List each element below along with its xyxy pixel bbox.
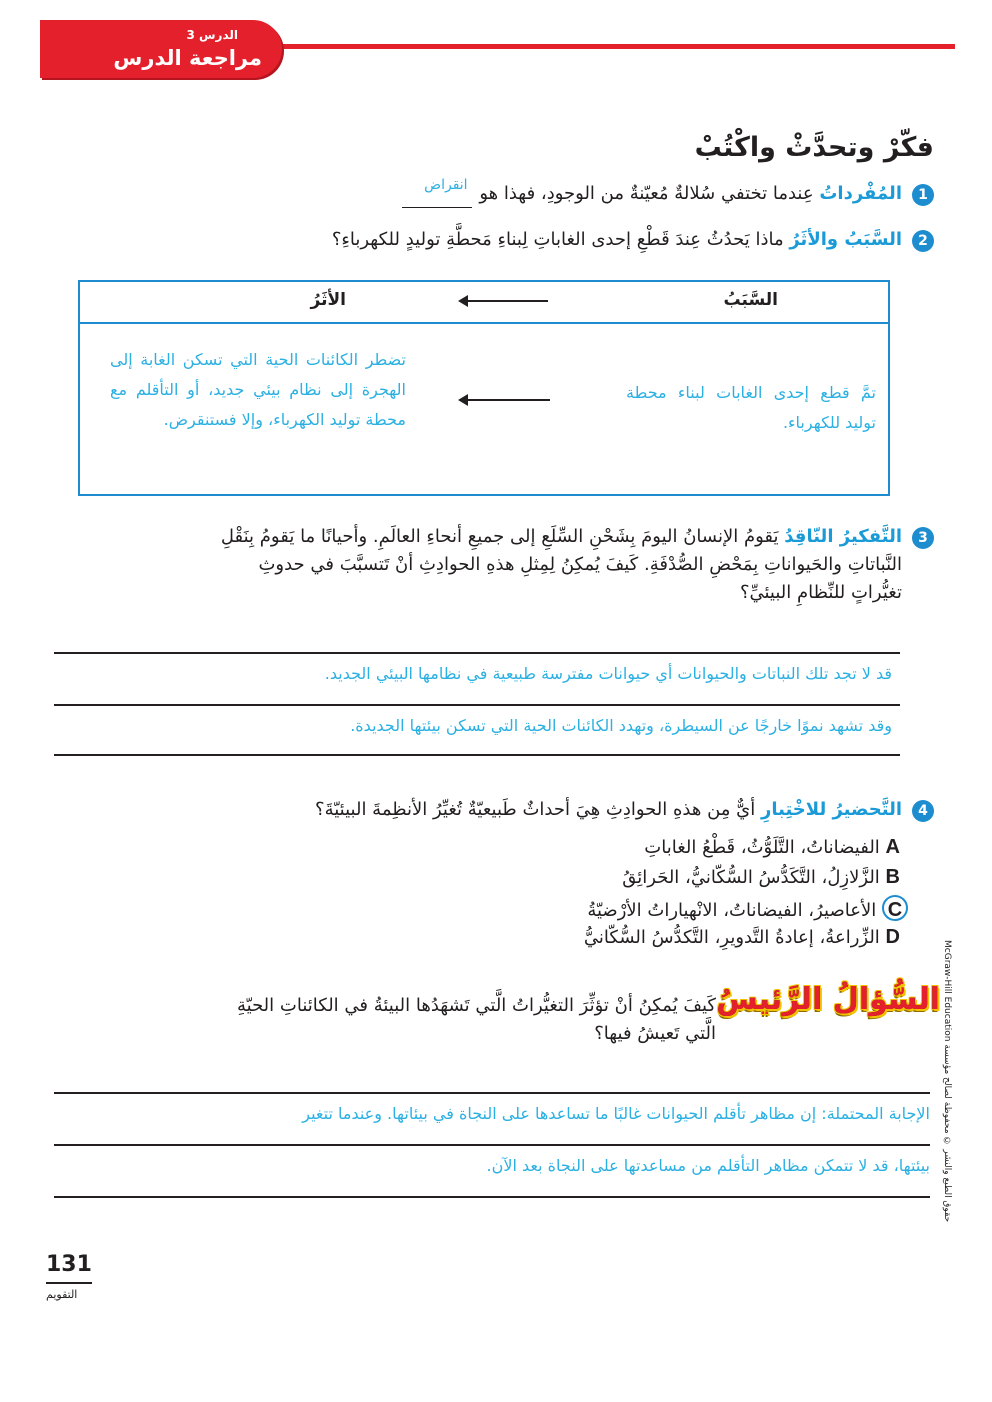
question-4 xyxy=(315,796,902,824)
question-1 xyxy=(400,177,902,208)
choice-c-text: الأعاصيرُ، الفيضاناتُ، الانْهياراتُ الأرْضيّةُ xyxy=(587,900,877,921)
question-3 xyxy=(82,523,902,607)
header-arrow-icon xyxy=(460,300,548,302)
choice-a-letter: A xyxy=(885,836,900,858)
answer-rule xyxy=(54,1196,930,1198)
cause-header: السَّبَبُ xyxy=(723,290,778,310)
essential-question xyxy=(237,992,716,1048)
lesson-banner xyxy=(40,20,282,78)
question-3-line-3: تغيُّراتٍ للنِّظامِ البيئيِّ؟ xyxy=(739,582,902,603)
choice-d-letter: D xyxy=(885,926,900,948)
choice-a[interactable] xyxy=(644,836,900,859)
question-1-text: عِندما تختفي سُلالةٌ مُعيّنةٌ من الوجودِ، فهذا هو xyxy=(479,183,814,204)
question-3-answer-line-1[interactable]: قد لا تجد تلك النباتات والحيوانات أي حيوانات مفترسة طبيعية في نظامها البيئي الجديد. xyxy=(324,664,892,683)
essential-answer-line-1[interactable]: الإجابة المحتملة: إن مظاهر تأقلم الحيوانات غالبًا ما تساعدها على النجاة في بيئاتها. وعندما تتغير xyxy=(302,1104,930,1123)
choice-d[interactable] xyxy=(584,926,900,949)
question-3-line-2: النَّباتاتِ والحَيواناتِ بِمَحْضِ الصُّدْفَةِ. كَيفَ يُمكِنُ لِمِثلِ هذهِ الحوادِثِ أنْ تَتسبَّبَ في حدوثِ xyxy=(258,554,902,575)
question-2-label: السَّبَبُ والأثَرُ xyxy=(789,229,902,250)
question-4-number: 4 xyxy=(912,800,934,822)
answer-rule xyxy=(54,704,900,706)
effect-header: الأثَرُ xyxy=(310,290,346,310)
choice-b-text: الزَّلازِلُ، التَّكَدُّسُ السُّكّانيُّ، الحَرائِقُ xyxy=(622,867,880,888)
section-title: مراجعة الدرس xyxy=(113,46,262,70)
answer-rule xyxy=(54,1144,930,1146)
essential-question-line-2: الَّتي تَعيشُ فيها؟ xyxy=(594,1023,716,1044)
page-section-label: التقويم xyxy=(46,1288,78,1301)
question-2 xyxy=(332,226,902,254)
essential-question-line-1: كَيفَ يُمكِنُ أنْ تؤثِّرَ التغيُّراتُ الَّتي تَشهَدُها البيئةُ في الكائناتِ الحيّةِ xyxy=(236,995,716,1016)
choice-c-letter-selected: C xyxy=(882,895,908,921)
cause-effect-header-rule xyxy=(78,322,890,324)
cause-answer[interactable]: تمَّ قطع إحدى الغابات لبناء محطة توليد للكهرباء. xyxy=(626,383,876,432)
page-number: 131 xyxy=(46,1252,92,1277)
effect-answer[interactable]: تضطر الكائنات الحية التي تسكن الغابة إلى الهجرة إلى نظام بيئي جديد، أو التأقلم مع محطة توليد الكهرباء، وإلا فستنقرض. xyxy=(110,350,406,429)
question-3-label: التَّفكيرُ النّاقِدُ xyxy=(784,526,902,547)
cause-effect-arrow-icon xyxy=(460,399,550,401)
page-number-rule xyxy=(46,1282,92,1284)
answer-rule xyxy=(54,1092,930,1094)
question-3-answer-line-2[interactable]: وقد تشهد نموًا خارجًا عن السيطرة، وتهدد الكائنات الحية التي تسكن بيئتها الجديدة. xyxy=(350,716,892,735)
question-1-blank[interactable] xyxy=(402,177,472,208)
copyright-credit: McGraw-Hill Education حقوق الطبع والنشر © محفوظة لصالح مؤسسة xyxy=(942,940,952,1223)
lesson-label: الدرس 3 xyxy=(186,28,238,42)
question-1-label: المُفْرداتُ xyxy=(819,183,902,204)
answer-rule xyxy=(54,754,900,756)
answer-rule xyxy=(54,652,900,654)
question-1-number: 1 xyxy=(912,184,934,206)
question-2-number: 2 xyxy=(912,230,934,252)
choice-b[interactable] xyxy=(622,866,900,889)
question-3-line-1: يَقومُ الإنسانُ اليومَ بِشَحْنِ السِّلَعِ إلى جميعِ أنحاءِ العالَمِ. وأحيانًا ما يَقومُ بِنَقْلِ xyxy=(220,526,779,547)
choice-d-text: الزِّراعةُ، إعادةُ التَّدويرِ، التَّكدُّسُ السُّكّانيُّ xyxy=(583,927,880,948)
choice-c[interactable] xyxy=(587,895,908,921)
question-4-text: أيٌّ مِن هذهِ الحوادِثِ هِيَ أحداثٌ طَبيعيّةٌ تُغيِّرُ الأنظِمةَ البيئيّةَ؟ xyxy=(315,799,756,820)
essential-question-label: السُّؤالُ الرَّئيسُ xyxy=(716,982,940,1017)
choice-b-letter: B xyxy=(885,866,900,888)
essential-answer-line-2[interactable]: بيئتها، قد لا تتمكن مظاهر التأقلم من مساعدتها على النجاة بعد الآن. xyxy=(486,1156,930,1175)
page-heading: فكّرْ وتحدَّثْ واكْتُبْ xyxy=(694,132,934,163)
question-3-number: 3 xyxy=(912,527,934,549)
question-2-text: ماذا يَحدُثُ عِندَ قَطْعِ إحدى الغاباتِ لِبناءِ مَحطَّةِ توليدٍ للكهرباءِ؟ xyxy=(331,229,784,250)
choice-a-text: الفيضاناتُ، التَّلَوُّثُ، قَطْعُ الغاباتِ xyxy=(644,837,880,858)
question-4-label: التَّحضيرُ للاخْتِبارِ xyxy=(760,799,902,820)
question-1-answer: انقراض xyxy=(424,177,468,193)
